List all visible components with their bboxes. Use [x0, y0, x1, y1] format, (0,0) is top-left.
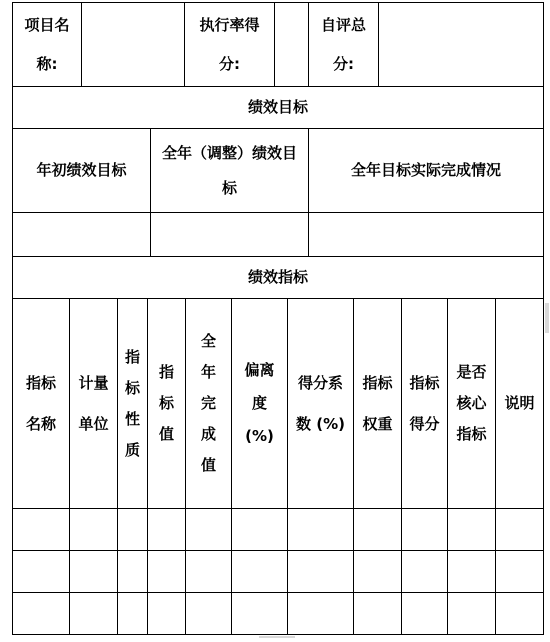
- indicator-data-cell[interactable]: [402, 551, 447, 592]
- adjusted-goal-value[interactable]: [151, 213, 308, 256]
- indicator-data-cell[interactable]: [354, 509, 401, 550]
- indicator-data-cell[interactable]: [118, 509, 147, 550]
- perf-indicators-title: 绩效指标: [247, 268, 308, 286]
- exec-score-line2: 分:: [219, 54, 240, 73]
- table-border-right: [543, 2, 544, 635]
- self-score-line2: 分:: [333, 54, 354, 73]
- measure-unit-header: 计量 单位: [78, 373, 109, 433]
- indicator-data-cell[interactable]: [232, 593, 287, 634]
- indicator-data-cell[interactable]: [118, 551, 147, 592]
- indicator-data-cell[interactable]: [70, 509, 117, 550]
- indicator-data-cell[interactable]: [13, 593, 69, 634]
- indicator-data-cell[interactable]: [448, 593, 495, 634]
- actual-completion-header: 全年目标实际完成情况: [350, 161, 501, 179]
- adjusted-goal-line2: 标: [221, 178, 237, 197]
- self-score-line1: 自评总: [320, 15, 366, 34]
- indicator-data-cell[interactable]: [288, 593, 353, 634]
- annual-completion-header: 全 年 完 成 值: [200, 332, 216, 474]
- indicator-data-cell[interactable]: [148, 593, 185, 634]
- indicator-data-cell[interactable]: [288, 551, 353, 592]
- indicator-data-cell[interactable]: [496, 551, 543, 592]
- indicator-data-cell[interactable]: [402, 593, 447, 634]
- table-border-bottom: [12, 634, 544, 635]
- note-header: 说明: [504, 394, 535, 412]
- adjusted-goal-header: [151, 129, 308, 212]
- indicator-data-cell[interactable]: [13, 551, 69, 592]
- indicator-data-cell[interactable]: [288, 509, 353, 550]
- initial-goal-value[interactable]: [13, 213, 150, 256]
- page-edge-mark: [545, 303, 549, 333]
- deviation-header: 偏离 度 (%): [244, 361, 275, 445]
- indicator-data-cell[interactable]: [148, 509, 185, 550]
- project-name-line2: 称:: [36, 54, 58, 73]
- indicator-data-cell[interactable]: [402, 509, 447, 550]
- project-name-label: [13, 3, 81, 86]
- indicator-data-cell[interactable]: [232, 509, 287, 550]
- indicator-data-cell[interactable]: [354, 551, 401, 592]
- indicator-data-cell[interactable]: [118, 593, 147, 634]
- indicator-data-cell[interactable]: [148, 551, 185, 592]
- perf-goals-title: 绩效目标: [247, 98, 308, 116]
- indicator-name-header: 指标 名称: [25, 373, 56, 433]
- actual-completion-value[interactable]: [309, 213, 543, 256]
- indicator-value-header: 指 标 值: [158, 363, 174, 443]
- indicator-data-cell[interactable]: [496, 509, 543, 550]
- project-name-line1: 项目名: [24, 15, 70, 34]
- indicator-data-cell[interactable]: [186, 509, 231, 550]
- indicator-weight-header: 指标 权重: [362, 373, 393, 433]
- exec-score-label: [185, 3, 274, 86]
- self-score-value[interactable]: [379, 3, 543, 86]
- indicator-data-cell[interactable]: [448, 551, 495, 592]
- indicator-data-cell[interactable]: [70, 593, 117, 634]
- project-name-value[interactable]: [82, 3, 184, 86]
- indicator-data-cell[interactable]: [186, 593, 231, 634]
- indicator-data-cell[interactable]: [448, 509, 495, 550]
- indicator-data-cell[interactable]: [496, 593, 543, 634]
- indicator-data-cell[interactable]: [13, 509, 69, 550]
- indicator-data-cell[interactable]: [70, 551, 117, 592]
- indicator-data-cell[interactable]: [232, 551, 287, 592]
- core-indicator-header: 是否 核心 指标: [456, 363, 487, 443]
- self-score-label: [309, 3, 378, 86]
- exec-score-value[interactable]: [275, 3, 308, 86]
- adjusted-goal-line1: 全年（调整）绩效目: [161, 143, 297, 162]
- exec-score-line1: 执行率得: [199, 15, 260, 34]
- indicator-data-cell[interactable]: [354, 593, 401, 634]
- indicator-score-header: 指标 得分: [409, 373, 440, 433]
- indicator-data-cell[interactable]: [186, 551, 231, 592]
- score-coefficient-header: 得分系 数 (%): [296, 373, 345, 433]
- initial-goal-header: 年初绩效目标: [36, 161, 127, 179]
- indicator-nature-header: 指 标 性 质: [124, 347, 140, 459]
- page-edge-mark: [259, 636, 295, 638]
